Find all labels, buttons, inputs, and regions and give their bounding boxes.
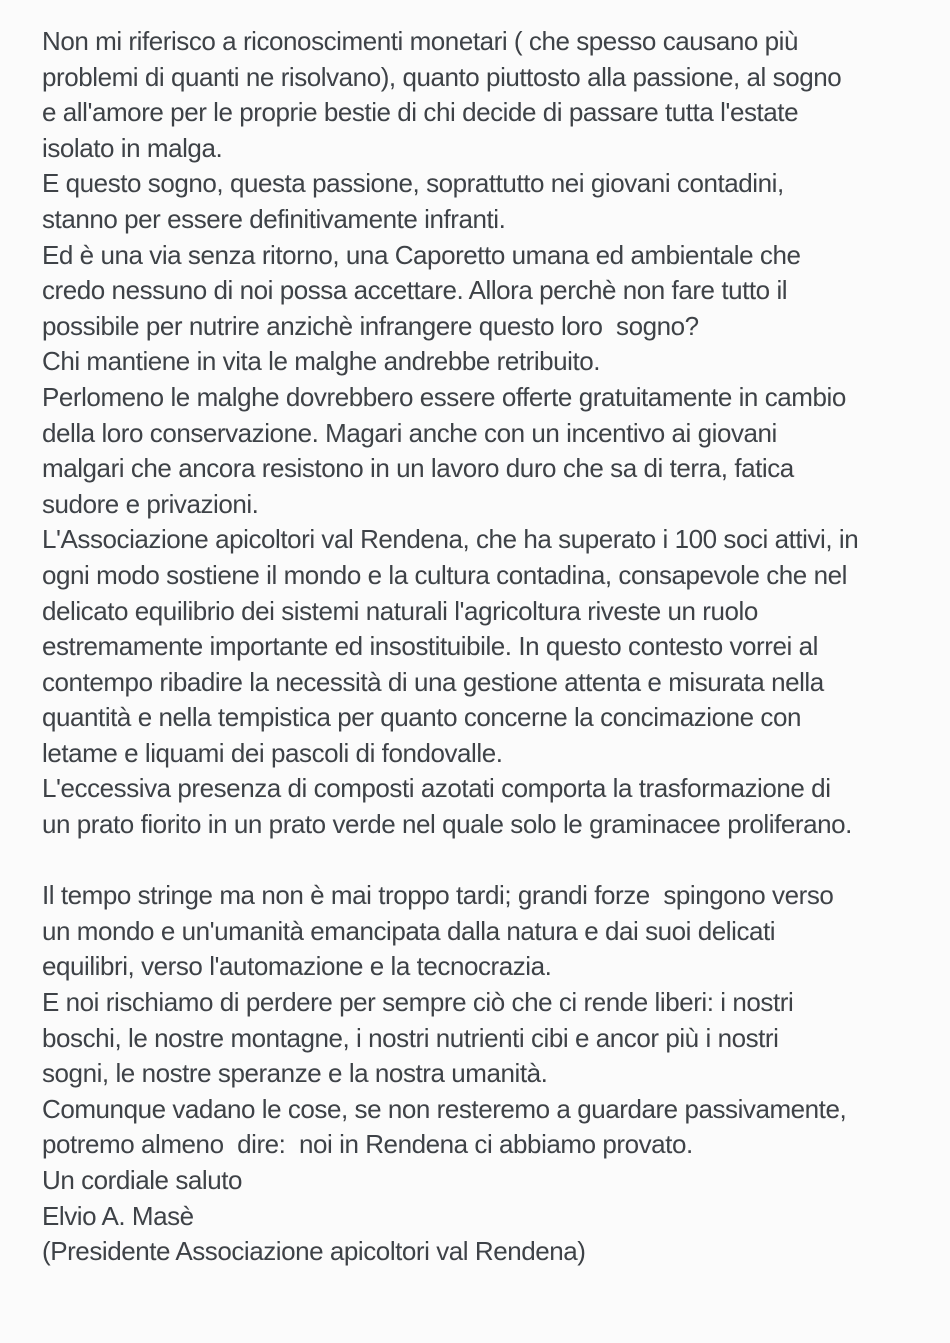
text-line: E questo sogno, questa passione, soprattutto nei giovani contadini,	[42, 168, 784, 199]
text-line: delicato equilibrio dei sistemi naturali l'agricoltura riveste un ruolo	[42, 595, 758, 626]
text-line: della loro conservazione. Magari anche con un incentivo ai giovani	[42, 417, 777, 448]
text-line: Non mi riferisco a riconoscimenti monetari ( che spesso causano più	[42, 26, 798, 56]
text-line: L'Associazione apicoltori val Rendena, che ha superato i 100 soci attivi, in	[42, 524, 859, 555]
text-line: sudore e privazioni.	[42, 488, 259, 519]
text-line: problemi di quanti ne risolvano), quanto piuttosto alla passione, al sogno	[42, 61, 842, 92]
text-line: Un cordiale saluto	[42, 1165, 243, 1195]
text-line: Perlomeno le malghe dovrebbero essere offerte gratuitamente in cambio	[42, 381, 846, 412]
text-line: stanno per essere definitivamente infranti.	[42, 203, 506, 234]
text-line: un mondo e un'umanità emancipata dalla natura e dai suoi delicati	[42, 915, 776, 946]
text-line: credo nessuno di noi possa accettare. Allora perchè non fare tutto il	[42, 275, 788, 306]
text-line	[42, 843, 910, 879]
text-line: (Presidente Associazione apicoltori val Rendena)	[42, 1236, 586, 1267]
text-line: sogni, le nostre speranze e la nostra umanità.	[42, 1058, 548, 1089]
text-line: quantità e nella tempistica per quanto concerne la concimazione con	[42, 702, 802, 733]
text-line: Ed è una via senza ritorno, una Caporetto umana ed ambientale che	[42, 239, 801, 270]
text-line: contempo ribadire la necessità di una gestione attenta e misurata nella	[42, 666, 824, 697]
text-line: Elvio A. Masè	[42, 1200, 194, 1231]
text-line: equilibri, verso l'automazione e la tecnocrazia.	[42, 951, 552, 982]
text-line: letame e liquami dei pascoli di fondovalle.	[42, 737, 503, 768]
text-line: estremamente importante ed insostituibile. In questo contesto vorrei al	[42, 631, 818, 662]
text-line: isolato in malga.	[42, 132, 223, 163]
text-line: ogni modo sostiene il mondo e la cultura contadina, consapevole che nel	[42, 559, 847, 590]
text-line: E noi rischiamo di perdere per sempre ciò che ci rende liberi: i nostri	[42, 987, 794, 1018]
text-line: potremo almeno dire: noi in Rendena ci abbiamo provato.	[42, 1129, 693, 1160]
text-line: Comunque vadano le cose, se non resteremo a guardare passivamente,	[42, 1093, 847, 1124]
text-line: Il tempo stringe ma non è mai troppo tardi; grandi forze spingono verso	[42, 880, 834, 911]
text-line: e all'amore per le proprie bestie di chi decide di passare tutta l'estate	[42, 97, 799, 128]
text-line: L'eccessiva presenza di composti azotati comporta la trasformazione di	[42, 773, 831, 804]
text-line: boschi, le nostre montagne, i nostri nutrienti cibi e ancor più i nostri	[42, 1022, 779, 1053]
letter-body-text	[42, 24, 910, 1270]
text-line: un prato fiorito in un prato verde nel quale solo le graminacee proliferano.	[42, 809, 852, 840]
text-line: malgari che ancora resistono in un lavoro duro che sa di terra, fatica	[42, 453, 794, 484]
text-line: possibile per nutrire anzichè infrangere questo loro sogno?	[42, 310, 699, 341]
text-line: Chi mantiene in vita le malghe andrebbe retribuito.	[42, 346, 601, 377]
